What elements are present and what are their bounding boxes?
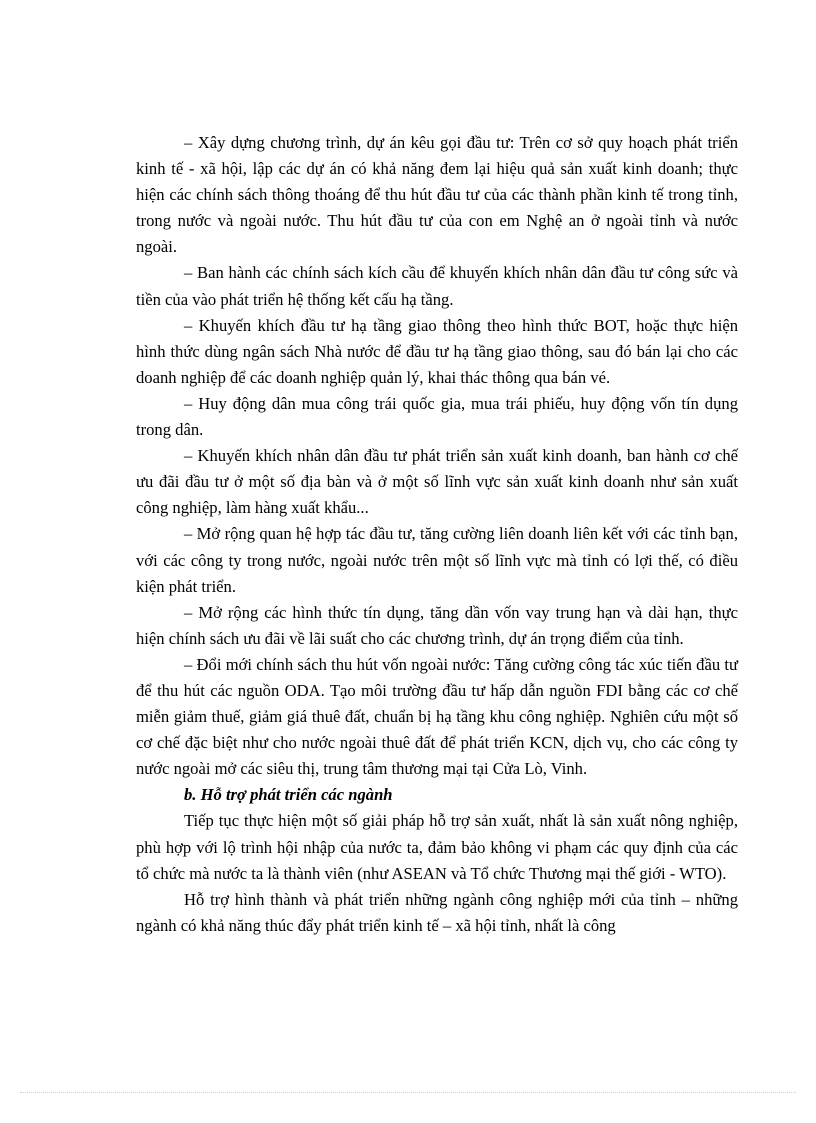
- bullet-paragraph: – Ban hành các chính sách kích cầu để khuyến khích nhân dân đầu tư công sức và tiền của vào phát triển hệ thống kết cấu hạ tầng.: [136, 263, 738, 309]
- bullet-paragraph: – Mở rộng các hình thức tín dụng, tăng dần vốn vay trung hạn và dài hạn, thực hiện chính sách ưu đãi về lãi suất cho các chương trình, dự án trọng điểm của tỉnh.: [136, 602, 738, 648]
- body-paragraph: Tiếp tục thực hiện một số giải pháp hỗ trợ sản xuất, nhất là sản xuất nông nghiệp, phù hợp với lộ trình hội nhập của nước ta, đảm bảo không vi phạm các quy định của các tổ chức mà nước ta là thành viên (như ASEAN và Tổ chức Thương mại thế giới - WTO).: [136, 811, 738, 883]
- bullet-paragraph: – Mở rộng quan hệ hợp tác đầu tư, tăng cường liên doanh liên kết với các tỉnh bạn, với các công ty trong nước, ngoài nước trên một số lĩnh vực mà tỉnh có lợi thế, có điều kiện phát triển.: [136, 524, 738, 596]
- bullet-paragraph: – Huy động dân mua công trái quốc gia, mua trái phiếu, huy động vốn tín dụng trong dân.: [136, 393, 738, 440]
- bullet-paragraph: – Đổi mới chính sách thu hút vốn ngoài nước: Tăng cường công tác xúc tiến đầu tư để thu hút các nguồn ODA. Tạo môi trường đầu tư hấp dẫn nguồn FDI bằng các cơ chế miễn giảm thuế, giảm giá thuê đất, chuẩn bị hạ tầng khu công nghiệp. Nghiên cứu một số cơ chế đặc biệt như cho nước ngoài thuê đất để phát triển KCN, dịch vụ, cho các công ty nước ngoài mở các siêu thị, trung tâm thương mại tại Cửa Lò, Vinh.: [136, 654, 738, 779]
- bullet-paragraph: – Khuyến khích nhân dân đầu tư phát triển sản xuất kinh doanh, ban hành cơ chế ưu đãi đầu tư ở một số địa bàn và ở một số lĩnh vực sản xuất kinh doanh như sản xuất công nghiệp, làm hàng xuất khẩu...: [136, 446, 738, 518]
- page-bottom-divider: [20, 1092, 796, 1093]
- body-paragraph: Hỗ trợ hình thành và phát triển những ngành công nghiệp mới của tỉnh – những ngành có khả năng thúc đẩy phát triển kinh tế – xã hội tỉnh, nhất là công: [136, 889, 738, 935]
- bullet-paragraph: – Khuyến khích đầu tư hạ tầng giao thông theo hình thức BOT, hoặc thực hiện hình thức dùng ngân sách Nhà nước để đầu tư hạ tầng giao thông, sau đó bán lại cho các doanh nghiệp để các doanh nghiệp quản lý, khai thác thông qua bán vé.: [136, 315, 738, 387]
- section-heading: b. Hỗ trợ phát triển các ngành: [184, 785, 393, 805]
- document-page: [136, 130, 738, 939]
- bullet-paragraph: – Xây dựng chương trình, dự án kêu gọi đầu tư: Trên cơ sở quy hoạch phát triển kinh tế - xã hội, lập các dự án có khả năng đem lại hiệu quả sản xuất kinh doanh; thực hiện các chính sách thông thoáng để thu hút đầu tư của các thành phần kinh tế trong tỉnh, trong nước và ngoài nước. Thu hút đầu tư của con em Nghệ an ở ngoài tỉnh và nước ngoài.: [136, 133, 738, 257]
